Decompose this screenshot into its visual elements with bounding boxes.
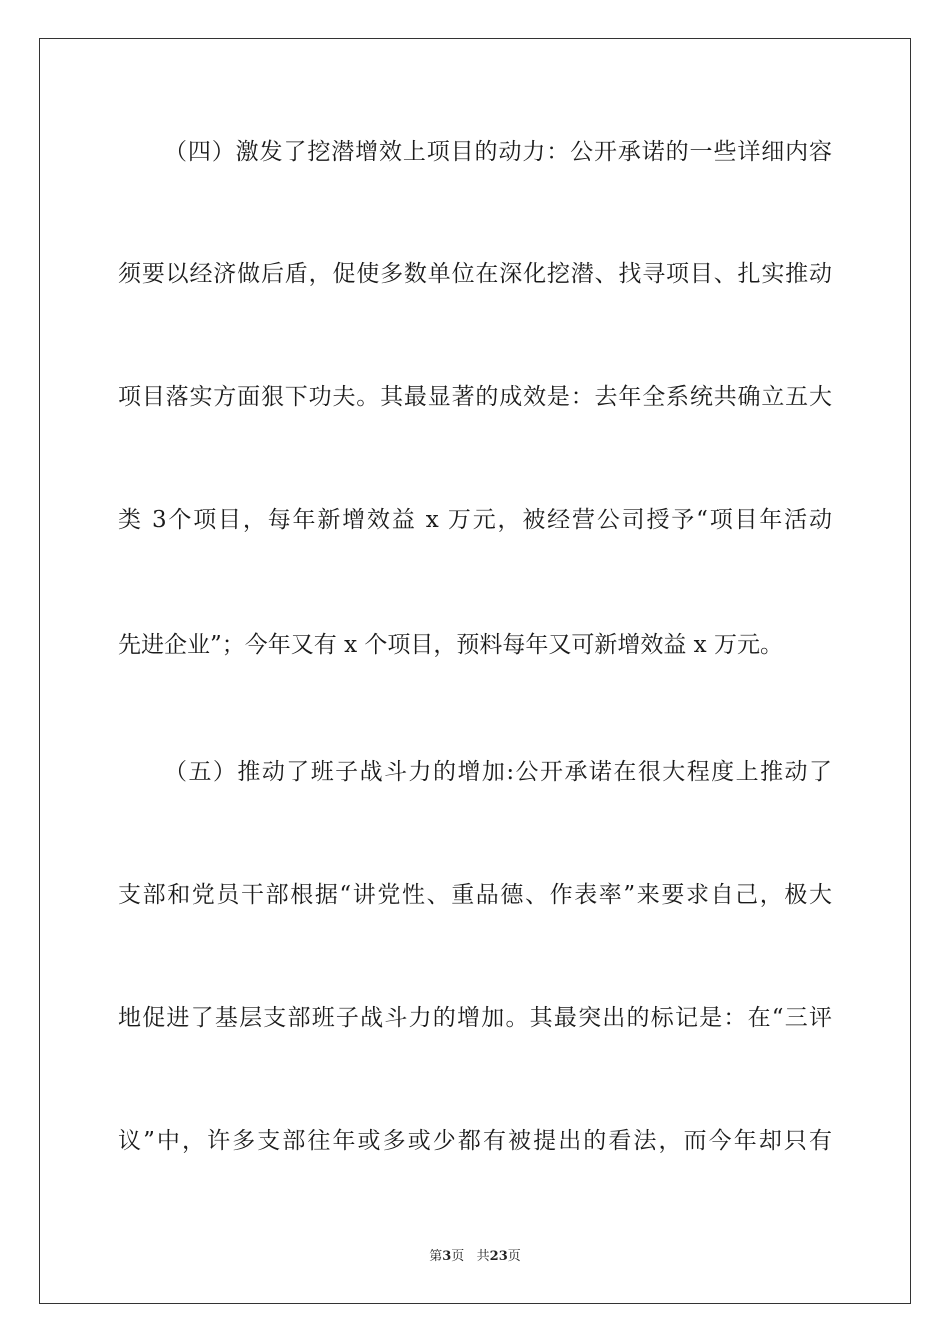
footer-page-number: 3: [442, 1249, 452, 1264]
page-footer: [0, 1249, 950, 1265]
paragraph-line: （五）推动了班子战斗力的增加:公开承诺在很大程度上推动了: [164, 759, 832, 785]
footer-suffix: 页: [507, 1249, 521, 1264]
paragraph-line: 先进企业”；今年又有 x 个项目，预料每年又可新增效益 x 万元。: [118, 632, 783, 658]
paragraph-line: 类 3个项目，每年新增效益 x 万元，被经营公司授予“项目年活动: [118, 507, 832, 533]
footer-prefix: 第: [429, 1249, 443, 1264]
footer-middle: 页 共: [451, 1249, 490, 1264]
paragraph-line: 须要以经济做后盾，促使多数单位在深化挖潜、找寻项目、扎实推动: [118, 261, 832, 287]
footer-total-pages: 23: [489, 1249, 508, 1264]
paragraph-line: （四）激发了挖潜增效上项目的动力：公开承诺的一些详细内容: [164, 139, 832, 165]
paragraph-line: 议”中，许多支部往年或多或少都有被提出的看法，而今年却只有: [118, 1128, 832, 1154]
paragraph-line: 支部和党员干部根据“讲党性、重品德、作表率”来要求自己，极大: [118, 882, 832, 908]
paragraph-line: 项目落实方面狠下功夫。其最显著的成效是：去年全系统共确立五大: [118, 384, 832, 410]
page-border: [39, 38, 911, 1304]
paragraph-line: 地促进了基层支部班子战斗力的增加。其最突出的标记是：在“三评: [118, 1005, 832, 1031]
